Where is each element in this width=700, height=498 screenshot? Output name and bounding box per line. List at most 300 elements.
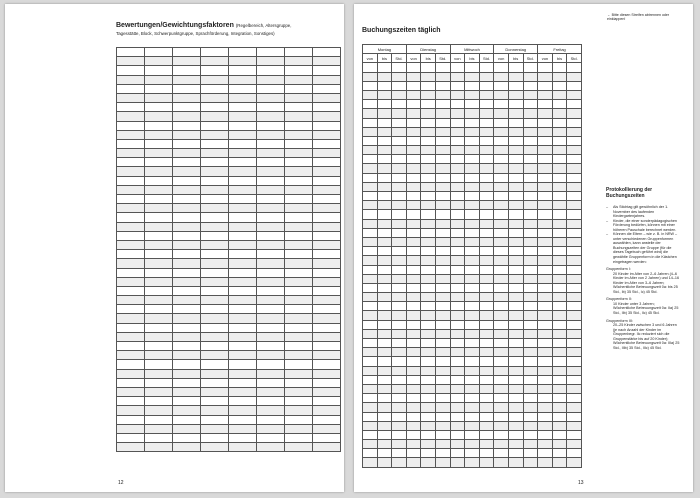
time-cell[interactable] (465, 394, 480, 403)
table-cell[interactable] (117, 387, 145, 396)
time-cell[interactable] (406, 293, 421, 302)
table-cell[interactable] (145, 149, 173, 158)
time-cell[interactable] (392, 375, 407, 384)
table-cell[interactable] (257, 48, 285, 57)
time-cell[interactable] (567, 173, 582, 182)
table-cell[interactable] (117, 66, 145, 75)
table-cell[interactable] (313, 158, 341, 167)
table-cell[interactable] (285, 314, 313, 323)
time-cell[interactable] (494, 440, 509, 449)
table-cell[interactable] (173, 66, 201, 75)
time-cell[interactable] (435, 265, 450, 274)
table-cell[interactable] (313, 213, 341, 222)
time-cell[interactable] (450, 81, 465, 90)
time-cell[interactable] (392, 430, 407, 439)
table-cell[interactable] (229, 204, 257, 213)
time-cell[interactable] (392, 72, 407, 81)
time-cell[interactable] (523, 118, 538, 127)
time-cell[interactable] (538, 403, 553, 412)
table-cell[interactable] (229, 351, 257, 360)
time-cell[interactable] (406, 146, 421, 155)
time-cell[interactable] (465, 146, 480, 155)
table-cell[interactable] (117, 84, 145, 93)
time-cell[interactable] (377, 421, 392, 430)
time-cell[interactable] (567, 412, 582, 421)
table-cell[interactable] (313, 277, 341, 286)
time-cell[interactable] (494, 90, 509, 99)
table-cell[interactable] (285, 259, 313, 268)
table-cell[interactable] (285, 176, 313, 185)
time-cell[interactable] (421, 421, 436, 430)
time-cell[interactable] (538, 320, 553, 329)
time-cell[interactable] (377, 192, 392, 201)
time-cell[interactable] (538, 182, 553, 191)
time-cell[interactable] (479, 375, 494, 384)
table-cell[interactable] (257, 66, 285, 75)
table-cell[interactable] (229, 139, 257, 148)
table-cell[interactable] (257, 332, 285, 341)
time-cell[interactable] (479, 394, 494, 403)
time-cell[interactable] (450, 458, 465, 467)
table-cell[interactable] (117, 176, 145, 185)
table-cell[interactable] (201, 75, 229, 84)
table-cell[interactable] (201, 185, 229, 194)
time-cell[interactable] (363, 375, 378, 384)
time-cell[interactable] (465, 449, 480, 458)
time-cell[interactable] (494, 155, 509, 164)
time-cell[interactable] (552, 403, 567, 412)
time-cell[interactable] (508, 155, 523, 164)
time-cell[interactable] (494, 366, 509, 375)
time-cell[interactable] (450, 173, 465, 182)
table-cell[interactable] (229, 130, 257, 139)
table-cell[interactable] (285, 48, 313, 57)
table-cell[interactable] (285, 378, 313, 387)
time-cell[interactable] (421, 440, 436, 449)
table-cell[interactable] (229, 158, 257, 167)
time-cell[interactable] (421, 219, 436, 228)
time-cell[interactable] (494, 219, 509, 228)
table-cell[interactable] (285, 75, 313, 84)
time-cell[interactable] (465, 155, 480, 164)
time-cell[interactable] (465, 127, 480, 136)
time-cell[interactable] (406, 210, 421, 219)
table-cell[interactable] (117, 112, 145, 121)
table-cell[interactable] (173, 424, 201, 433)
time-cell[interactable] (435, 458, 450, 467)
time-cell[interactable] (523, 357, 538, 366)
time-cell[interactable] (465, 348, 480, 357)
time-cell[interactable] (508, 81, 523, 90)
time-cell[interactable] (392, 449, 407, 458)
time-cell[interactable] (523, 458, 538, 467)
time-cell[interactable] (479, 357, 494, 366)
table-cell[interactable] (173, 139, 201, 148)
time-cell[interactable] (479, 283, 494, 292)
table-cell[interactable] (173, 351, 201, 360)
time-cell[interactable] (494, 118, 509, 127)
table-cell[interactable] (145, 167, 173, 176)
table-cell[interactable] (173, 286, 201, 295)
time-cell[interactable] (406, 394, 421, 403)
time-cell[interactable] (465, 430, 480, 439)
table-cell[interactable] (173, 48, 201, 57)
time-cell[interactable] (435, 228, 450, 237)
time-cell[interactable] (567, 339, 582, 348)
time-cell[interactable] (406, 302, 421, 311)
time-cell[interactable] (494, 403, 509, 412)
table-cell[interactable] (313, 443, 341, 452)
time-cell[interactable] (392, 357, 407, 366)
time-cell[interactable] (377, 247, 392, 256)
time-cell[interactable] (494, 109, 509, 118)
table-cell[interactable] (229, 103, 257, 112)
time-cell[interactable] (421, 182, 436, 191)
table-cell[interactable] (117, 75, 145, 84)
table-cell[interactable] (285, 139, 313, 148)
time-cell[interactable] (508, 302, 523, 311)
time-cell[interactable] (392, 109, 407, 118)
time-cell[interactable] (450, 192, 465, 201)
time-cell[interactable] (523, 421, 538, 430)
table-cell[interactable] (257, 112, 285, 121)
time-cell[interactable] (406, 109, 421, 118)
time-cell[interactable] (567, 375, 582, 384)
table-cell[interactable] (229, 75, 257, 84)
time-cell[interactable] (552, 357, 567, 366)
time-cell[interactable] (377, 118, 392, 127)
time-cell[interactable] (523, 293, 538, 302)
time-cell[interactable] (538, 311, 553, 320)
time-cell[interactable] (435, 164, 450, 173)
time-cell[interactable] (479, 136, 494, 145)
time-cell[interactable] (567, 63, 582, 72)
table-cell[interactable] (145, 305, 173, 314)
time-cell[interactable] (552, 164, 567, 173)
time-cell[interactable] (450, 384, 465, 393)
time-cell[interactable] (421, 63, 436, 72)
table-cell[interactable] (145, 48, 173, 57)
time-cell[interactable] (465, 164, 480, 173)
time-cell[interactable] (494, 247, 509, 256)
time-cell[interactable] (523, 274, 538, 283)
table-cell[interactable] (201, 323, 229, 332)
time-cell[interactable] (567, 90, 582, 99)
time-cell[interactable] (392, 164, 407, 173)
time-cell[interactable] (406, 72, 421, 81)
table-cell[interactable] (173, 250, 201, 259)
time-cell[interactable] (465, 293, 480, 302)
time-cell[interactable] (435, 320, 450, 329)
time-cell[interactable] (479, 311, 494, 320)
table-cell[interactable] (257, 259, 285, 268)
time-cell[interactable] (421, 256, 436, 265)
time-cell[interactable] (406, 339, 421, 348)
time-cell[interactable] (494, 357, 509, 366)
time-cell[interactable] (377, 173, 392, 182)
time-cell[interactable] (523, 384, 538, 393)
table-cell[interactable] (117, 424, 145, 433)
time-cell[interactable] (508, 384, 523, 393)
time-cell[interactable] (377, 302, 392, 311)
time-cell[interactable] (479, 320, 494, 329)
time-cell[interactable] (508, 192, 523, 201)
table-cell[interactable] (201, 231, 229, 240)
time-cell[interactable] (421, 228, 436, 237)
table-cell[interactable] (117, 57, 145, 66)
time-cell[interactable] (567, 247, 582, 256)
time-cell[interactable] (508, 357, 523, 366)
time-cell[interactable] (479, 81, 494, 90)
time-cell[interactable] (392, 219, 407, 228)
table-cell[interactable] (145, 84, 173, 93)
table-cell[interactable] (313, 286, 341, 295)
table-cell[interactable] (229, 250, 257, 259)
time-cell[interactable] (421, 311, 436, 320)
time-cell[interactable] (465, 357, 480, 366)
table-cell[interactable] (145, 57, 173, 66)
time-cell[interactable] (421, 293, 436, 302)
table-cell[interactable] (313, 75, 341, 84)
time-cell[interactable] (508, 72, 523, 81)
time-cell[interactable] (508, 182, 523, 191)
time-cell[interactable] (538, 449, 553, 458)
time-cell[interactable] (567, 265, 582, 274)
table-cell[interactable] (173, 213, 201, 222)
time-cell[interactable] (377, 164, 392, 173)
table-cell[interactable] (313, 433, 341, 442)
time-cell[interactable] (421, 164, 436, 173)
time-cell[interactable] (377, 403, 392, 412)
time-cell[interactable] (406, 90, 421, 99)
table-cell[interactable] (229, 369, 257, 378)
time-cell[interactable] (406, 136, 421, 145)
time-cell[interactable] (392, 100, 407, 109)
table-cell[interactable] (285, 130, 313, 139)
time-cell[interactable] (465, 375, 480, 384)
table-cell[interactable] (285, 332, 313, 341)
time-cell[interactable] (377, 375, 392, 384)
time-cell[interactable] (494, 320, 509, 329)
time-cell[interactable] (538, 109, 553, 118)
table-cell[interactable] (117, 406, 145, 415)
time-cell[interactable] (567, 192, 582, 201)
table-cell[interactable] (173, 406, 201, 415)
time-cell[interactable] (421, 173, 436, 182)
time-cell[interactable] (377, 366, 392, 375)
table-cell[interactable] (173, 57, 201, 66)
time-cell[interactable] (508, 173, 523, 182)
table-cell[interactable] (257, 93, 285, 102)
table-cell[interactable] (285, 84, 313, 93)
time-cell[interactable] (377, 256, 392, 265)
table-cell[interactable] (145, 378, 173, 387)
time-cell[interactable] (421, 458, 436, 467)
table-cell[interactable] (145, 185, 173, 194)
time-cell[interactable] (435, 348, 450, 357)
time-cell[interactable] (567, 219, 582, 228)
table-cell[interactable] (117, 332, 145, 341)
table-cell[interactable] (117, 204, 145, 213)
table-cell[interactable] (313, 112, 341, 121)
time-cell[interactable] (465, 412, 480, 421)
time-cell[interactable] (465, 237, 480, 246)
time-cell[interactable] (465, 192, 480, 201)
table-cell[interactable] (201, 167, 229, 176)
time-cell[interactable] (421, 366, 436, 375)
time-cell[interactable] (465, 219, 480, 228)
table-cell[interactable] (257, 433, 285, 442)
time-cell[interactable] (508, 219, 523, 228)
table-cell[interactable] (285, 167, 313, 176)
time-cell[interactable] (523, 247, 538, 256)
table-cell[interactable] (229, 268, 257, 277)
table-cell[interactable] (173, 342, 201, 351)
time-cell[interactable] (392, 339, 407, 348)
time-cell[interactable] (363, 440, 378, 449)
time-cell[interactable] (435, 256, 450, 265)
time-cell[interactable] (392, 320, 407, 329)
table-cell[interactable] (145, 259, 173, 268)
table-cell[interactable] (285, 415, 313, 424)
time-cell[interactable] (479, 421, 494, 430)
time-cell[interactable] (567, 228, 582, 237)
time-cell[interactable] (552, 109, 567, 118)
time-cell[interactable] (392, 237, 407, 246)
time-cell[interactable] (450, 348, 465, 357)
table-cell[interactable] (285, 406, 313, 415)
time-cell[interactable] (567, 274, 582, 283)
time-cell[interactable] (392, 201, 407, 210)
time-cell[interactable] (538, 219, 553, 228)
table-cell[interactable] (201, 149, 229, 158)
time-cell[interactable] (567, 302, 582, 311)
time-cell[interactable] (523, 329, 538, 338)
time-cell[interactable] (567, 118, 582, 127)
time-cell[interactable] (377, 155, 392, 164)
time-cell[interactable] (567, 357, 582, 366)
time-cell[interactable] (377, 458, 392, 467)
time-cell[interactable] (567, 136, 582, 145)
time-cell[interactable] (363, 430, 378, 439)
time-cell[interactable] (363, 412, 378, 421)
time-cell[interactable] (363, 274, 378, 283)
time-cell[interactable] (392, 136, 407, 145)
time-cell[interactable] (406, 127, 421, 136)
time-cell[interactable] (421, 357, 436, 366)
time-cell[interactable] (450, 146, 465, 155)
time-cell[interactable] (363, 72, 378, 81)
time-cell[interactable] (450, 155, 465, 164)
time-cell[interactable] (508, 256, 523, 265)
time-cell[interactable] (421, 72, 436, 81)
time-cell[interactable] (494, 274, 509, 283)
table-cell[interactable] (229, 332, 257, 341)
table-cell[interactable] (229, 84, 257, 93)
table-cell[interactable] (313, 93, 341, 102)
time-cell[interactable] (406, 430, 421, 439)
time-cell[interactable] (567, 201, 582, 210)
time-cell[interactable] (523, 210, 538, 219)
time-cell[interactable] (523, 265, 538, 274)
table-cell[interactable] (257, 250, 285, 259)
time-cell[interactable] (508, 421, 523, 430)
time-cell[interactable] (538, 100, 553, 109)
table-cell[interactable] (313, 222, 341, 231)
time-cell[interactable] (363, 265, 378, 274)
table-cell[interactable] (201, 443, 229, 452)
time-cell[interactable] (538, 118, 553, 127)
table-cell[interactable] (145, 112, 173, 121)
table-cell[interactable] (201, 286, 229, 295)
table-cell[interactable] (145, 397, 173, 406)
table-cell[interactable] (173, 149, 201, 158)
time-cell[interactable] (363, 164, 378, 173)
time-cell[interactable] (508, 283, 523, 292)
time-cell[interactable] (450, 412, 465, 421)
table-cell[interactable] (313, 250, 341, 259)
table-cell[interactable] (145, 195, 173, 204)
time-cell[interactable] (523, 339, 538, 348)
time-cell[interactable] (435, 136, 450, 145)
time-cell[interactable] (465, 421, 480, 430)
table-cell[interactable] (117, 222, 145, 231)
time-cell[interactable] (406, 81, 421, 90)
table-cell[interactable] (313, 360, 341, 369)
time-cell[interactable] (465, 329, 480, 338)
table-cell[interactable] (229, 213, 257, 222)
time-cell[interactable] (465, 90, 480, 99)
table-cell[interactable] (145, 415, 173, 424)
time-cell[interactable] (450, 210, 465, 219)
table-cell[interactable] (313, 387, 341, 396)
time-cell[interactable] (523, 311, 538, 320)
time-cell[interactable] (435, 173, 450, 182)
table-cell[interactable] (229, 57, 257, 66)
time-cell[interactable] (552, 430, 567, 439)
time-cell[interactable] (406, 192, 421, 201)
table-cell[interactable] (313, 121, 341, 130)
time-cell[interactable] (406, 440, 421, 449)
table-cell[interactable] (257, 84, 285, 93)
time-cell[interactable] (552, 265, 567, 274)
time-cell[interactable] (494, 430, 509, 439)
time-cell[interactable] (450, 366, 465, 375)
time-cell[interactable] (377, 293, 392, 302)
time-cell[interactable] (363, 201, 378, 210)
time-cell[interactable] (552, 274, 567, 283)
time-cell[interactable] (465, 320, 480, 329)
time-cell[interactable] (450, 283, 465, 292)
time-cell[interactable] (377, 357, 392, 366)
time-cell[interactable] (392, 293, 407, 302)
time-cell[interactable] (552, 283, 567, 292)
time-cell[interactable] (552, 348, 567, 357)
time-cell[interactable] (421, 155, 436, 164)
time-cell[interactable] (465, 440, 480, 449)
time-cell[interactable] (479, 100, 494, 109)
table-cell[interactable] (257, 443, 285, 452)
time-cell[interactable] (406, 329, 421, 338)
time-cell[interactable] (567, 366, 582, 375)
time-cell[interactable] (479, 329, 494, 338)
table-cell[interactable] (117, 314, 145, 323)
time-cell[interactable] (363, 458, 378, 467)
time-cell[interactable] (538, 375, 553, 384)
time-cell[interactable] (494, 127, 509, 136)
table-cell[interactable] (145, 286, 173, 295)
time-cell[interactable] (479, 293, 494, 302)
